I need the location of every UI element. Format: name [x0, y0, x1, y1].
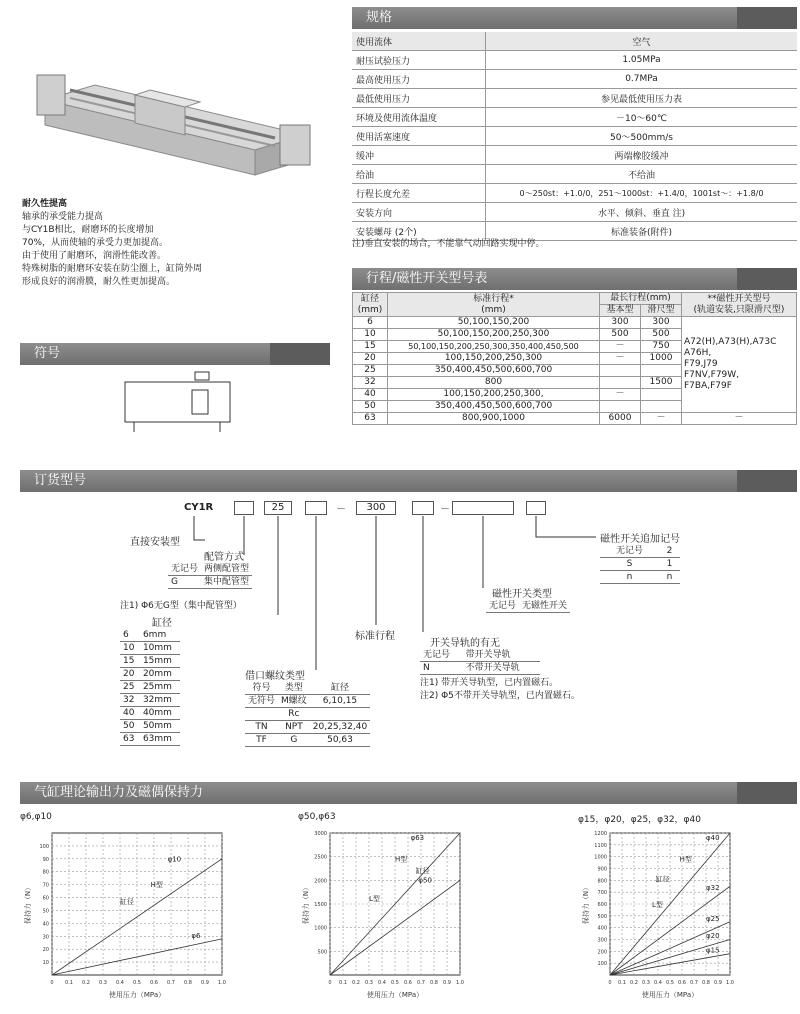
spec-value: 不给油 [486, 165, 798, 184]
stroke-basic: － [600, 341, 641, 353]
switch-type-desc: 无磁性开关 [519, 600, 570, 613]
chart-annotation: 缸径 [415, 866, 430, 875]
chart-annotation: 缸径 [120, 898, 134, 906]
switch-model: A72(H),A73(H),A73C [684, 337, 777, 347]
spec-value: －10～60℃ [486, 108, 798, 127]
thread-type: Rc [278, 708, 310, 721]
piping-code: G [168, 576, 201, 589]
thread-bore: 50,63 [310, 734, 370, 747]
piping-code: 无记号 [168, 563, 201, 576]
piping-title: 配管方式 [204, 552, 244, 563]
stroke-slide: 1500 [641, 377, 682, 389]
stroke-bore: 50 [353, 401, 388, 413]
y-tick-label: 40 [42, 921, 49, 928]
x-tick-label: 0.4 [654, 980, 662, 986]
chart-annotation: φ10 [167, 855, 182, 864]
y-axis-label: 保持力（N） [302, 883, 310, 925]
spec-value: 两端橡胶缓冲 [486, 146, 798, 165]
spec-label: 使用活塞速度 [352, 127, 486, 146]
bore-block [120, 614, 180, 746]
x-tick-label: 0.1 [339, 980, 347, 986]
y-tick-label: 20 [42, 947, 49, 954]
thread-col: 缸径 [310, 682, 370, 695]
thread-bore: 20,25,32,40 [310, 721, 370, 734]
spec-value: 水平、倾斜、垂直 注) [486, 203, 798, 222]
y-tick-label: 1000 [314, 925, 327, 932]
x-tick-label: 0.9 [443, 980, 451, 986]
spec-label: 安装螺母 (2个) [352, 222, 486, 241]
rail-code: 无记号 [420, 649, 463, 662]
thread-code: TF [245, 734, 278, 747]
thread-type: G [278, 734, 310, 747]
col-switch: **磁性开关型号 [707, 293, 771, 304]
stroke-slide: － [641, 413, 682, 425]
x-tick-label: 0.6 [678, 980, 686, 986]
piping-block [168, 548, 252, 589]
rail-title: 开关导轨的有无 [430, 638, 500, 649]
bore-title: 缸径 [152, 618, 172, 629]
spec-label: 缓冲 [352, 146, 486, 165]
spec-value: 0.7MPa [486, 70, 798, 89]
spec-value: 1.05MPa [486, 51, 798, 70]
rail-desc: 带开关导轨 [463, 649, 540, 662]
x-tick-label: 0.6 [150, 980, 158, 986]
stroke-basic: 300 [600, 317, 641, 329]
y-tick-label: 70 [42, 882, 49, 889]
y-tick-label: 30 [42, 934, 49, 941]
chart-annotation: H型 [150, 880, 163, 889]
x-tick-label: 0.9 [201, 980, 209, 986]
stroke-std: 350,400,450,500,600,700 [388, 365, 600, 377]
thread-bore: 6,10,15 [310, 695, 370, 708]
bore-size: 10mm [140, 642, 180, 655]
y-tick-label: 90 [42, 856, 49, 863]
chart-annotation: L型 [369, 895, 380, 904]
x-tick-label: 0.1 [618, 980, 626, 986]
switch-type-title: 磁性开关类型 [492, 589, 552, 600]
piping-note: 注1) Φ6无G型（集中配管型） [120, 601, 242, 611]
x-tick-label: 0.5 [133, 980, 141, 986]
x-tick-label: 1.0 [726, 980, 734, 986]
order-title: 订货型号 [34, 473, 87, 488]
bore-code: 32 [120, 694, 140, 707]
stroke-title: 行程/磁性开关型号表 [366, 271, 488, 286]
y-tick-label: 800 [597, 878, 607, 885]
x-tick-label: 0.5 [391, 980, 399, 986]
feature-line: 与CY1B相比，耐磨环的长度增加 [22, 225, 154, 235]
thread-bore [310, 708, 370, 721]
col-max: 最长行程(mm) [600, 293, 682, 305]
code-bore: 25 [271, 502, 285, 513]
spec-label: 耐压试验压力 [352, 51, 486, 70]
bore-size: 40mm [140, 707, 180, 720]
rail-code: N [420, 662, 463, 675]
stroke-bore: 6 [353, 317, 388, 329]
spec-value: 标准装备(附件) [486, 222, 798, 241]
charts-title: 气缸理论输出力及磁偶保持力 [34, 785, 204, 800]
switch-qty-code: 无记号 [600, 545, 659, 558]
stroke-std: 350,400,450,500,600,700 [388, 401, 600, 413]
switch-qty-code: S [600, 558, 659, 571]
code-stroke: 300 [366, 502, 386, 513]
spec-label: 给油 [352, 165, 486, 184]
spec-value: 参见最低使用压力表 [486, 89, 798, 108]
bore-code: 25 [120, 681, 140, 694]
x-tick-label: 0 [608, 980, 612, 986]
bore-code: 15 [120, 655, 140, 668]
bore-code: 40 [120, 707, 140, 720]
x-tick-label: 0.1 [65, 980, 73, 986]
y-tick-label: 1100 [594, 842, 607, 849]
chart-annotation: φ15 [706, 946, 720, 955]
chart-phi6-10 [20, 825, 230, 1005]
x-tick-label: 0.3 [642, 980, 650, 986]
stroke-std: 100,150,200,250,300 [388, 353, 600, 365]
chart-annotation: 缸径 [655, 875, 670, 884]
rail-note: 注1) 带开关导轨型，已内置磁石。 [420, 678, 559, 688]
stroke-switch-dash: － [682, 413, 797, 425]
chart-annotation: φ40 [706, 834, 720, 843]
feature-line: 轴承的承受能力提高 [22, 212, 104, 222]
rail-block [420, 634, 580, 701]
feature-line: 特殊树脂的耐磨环安装在防尘圈上，缸筒外周 [22, 264, 203, 274]
thread-code [245, 708, 278, 721]
piping-desc: 集中配管型 [201, 576, 252, 589]
spec-label: 最低使用压力 [352, 89, 486, 108]
switch-qty-block [600, 530, 680, 584]
stroke-basic: － [600, 389, 641, 401]
thread-type: M螺纹 [278, 695, 310, 708]
stroke-bore: 10 [353, 329, 388, 341]
switch-qty-num: n [659, 571, 680, 584]
y-tick-label: 100 [39, 843, 49, 850]
spec-label: 安装方向 [352, 203, 486, 222]
bore-size: 50mm [140, 720, 180, 733]
feature-line: 由于使用了耐磨环，润滑性能改善。 [22, 251, 167, 261]
switch-type-code: 无记号 [486, 600, 519, 613]
thread-code: TN [245, 721, 278, 734]
stroke-std: 50,100,150,200 [388, 317, 600, 329]
spec-title: 规格 [366, 10, 393, 25]
x-tick-label: 0 [50, 980, 54, 986]
x-tick-label: 0.2 [352, 980, 360, 986]
spec-value: 50～500mm/s [486, 127, 798, 146]
switch-model: F79,J79 [684, 359, 718, 369]
stroke-std: 50,100,150,200,250,300,350,400,450,500 [388, 341, 600, 353]
y-tick-label: 500 [317, 949, 327, 956]
charts-section-bar [20, 782, 797, 804]
stroke-bore: 40 [353, 389, 388, 401]
x-axis-label: 使用压力（MPa） [108, 991, 166, 999]
x-axis-label: 使用压力（MPa） [366, 991, 424, 999]
x-tick-label: 0.7 [167, 980, 175, 986]
feature-line: 形成良好的润滑膜，耐久性更加提高。 [22, 277, 176, 287]
x-tick-label: 0.9 [714, 980, 722, 986]
stroke-bore: 20 [353, 353, 388, 365]
y-axis-label: 保持力（N） [24, 883, 32, 925]
feature-line: 70%，从而使轴的承受力更加提高。 [22, 238, 169, 248]
y-axis-label: 保持力（N） [582, 883, 590, 925]
switch-model: F7NV,F79W, [684, 370, 740, 380]
stroke-slide: 300 [641, 317, 682, 329]
stroke-std: 50,100,150,200,250,300 [388, 329, 600, 341]
chart-annotation: φ6 [191, 932, 201, 941]
spec-label: 环境及使用流体温度 [352, 108, 486, 127]
bore-size: 15mm [140, 655, 180, 668]
x-tick-label: 0.8 [702, 980, 710, 986]
y-tick-label: 2000 [314, 878, 327, 885]
y-tick-label: 400 [597, 925, 607, 932]
x-tick-label: 1.0 [456, 980, 464, 986]
y-tick-label: 300 [597, 937, 607, 944]
bore-code: 50 [120, 720, 140, 733]
thread-block [245, 667, 370, 747]
spec-note: 注)垂直安装的场合，不能靠气动回路实现中停。 [352, 239, 545, 249]
y-tick-label: 3000 [314, 831, 327, 837]
switch-qty-title: 磁性开关追加记号 [600, 534, 680, 545]
y-tick-label: 2500 [314, 854, 327, 861]
spec-value: 0～250st：+1.0/0，251～1000st：+1.4/0，1001st～：+1.8/0 [486, 184, 798, 203]
std-stroke-label: 标准行程 [355, 631, 395, 642]
switch-qty-num: 1 [659, 558, 680, 571]
stroke-slide: 1000 [641, 353, 682, 365]
direct-mount-label: 直接安装型 [130, 537, 180, 548]
x-tick-label: 0.4 [116, 980, 124, 986]
bore-size: 20mm [140, 668, 180, 681]
y-tick-label: 100 [597, 961, 607, 968]
features-title: 耐久性提高 [22, 199, 68, 209]
y-tick-label: 600 [597, 902, 607, 908]
x-tick-label: 0.2 [630, 980, 638, 986]
chart-annotation: φ63 [410, 834, 425, 843]
stroke-basic: 500 [600, 329, 641, 341]
stroke-bore: 25 [353, 365, 388, 377]
bore-code: 20 [120, 668, 140, 681]
chart-annotation: φ25 [706, 915, 720, 924]
chart-title: φ6,φ10 [20, 812, 52, 822]
col-std: 标准行程* [473, 293, 514, 304]
stroke-std: 100,150,200,250,300, [388, 389, 600, 401]
stroke-std: 800 [388, 377, 600, 389]
piping-desc: 两侧配管型 [201, 563, 252, 576]
code-dash: － [336, 504, 346, 515]
stroke-bore: 63 [353, 413, 388, 425]
col-bore-unit: (mm) [357, 304, 383, 315]
col-basic: 基本型 [600, 305, 641, 317]
symbol-title: 符号 [34, 346, 61, 361]
switch-type-block [486, 585, 570, 613]
y-tick-label: 80 [42, 869, 49, 876]
x-tick-label: 0.2 [82, 980, 90, 986]
thread-code: 无符号 [245, 695, 278, 708]
chart-annotation: H型 [679, 855, 692, 864]
x-tick-label: 0 [328, 980, 332, 986]
bore-size: 25mm [140, 681, 180, 694]
y-tick-label: 900 [597, 866, 607, 873]
chart-annotation: L型 [652, 900, 663, 909]
col-slide: 滑尺型 [641, 305, 682, 317]
x-tick-label: 0.4 [378, 980, 386, 986]
bore-code: 6 [120, 629, 140, 642]
chart-title: φ15，φ20，φ25，φ32，φ40 [578, 815, 701, 825]
spec-value: 空气 [486, 32, 798, 51]
chart-annotation: H型 [395, 855, 408, 864]
chart-annotation: φ32 [706, 883, 720, 892]
chart-phi50-63 [298, 825, 468, 1005]
code-dash-2: － [440, 504, 450, 515]
x-tick-label: 1.0 [218, 980, 226, 986]
x-tick-label: 0.7 [690, 980, 698, 986]
chart-annotation: φ50 [418, 876, 432, 885]
bore-code: 10 [120, 642, 140, 655]
bore-size: 63mm [140, 733, 180, 746]
stroke-basic: － [600, 353, 641, 365]
stroke-bore: 15 [353, 341, 388, 353]
col-switch-2: (轨道安装,只限滑尺型) [693, 304, 785, 315]
x-tick-label: 0.8 [430, 980, 438, 986]
bore-size: 32mm [140, 694, 180, 707]
x-tick-label: 0.3 [365, 980, 373, 986]
col-std-unit: (mm) [481, 304, 506, 315]
switch-model: A76H, [684, 348, 712, 358]
y-tick-label: 500 [597, 913, 607, 920]
chart-annotation: φ20 [706, 932, 720, 941]
stroke-bore: 32 [353, 377, 388, 389]
switch-model: F7BA,F79F [684, 381, 732, 391]
bore-code: 63 [120, 733, 140, 746]
thread-col: 符号 [245, 682, 278, 695]
rail-desc: 不带开关导轨 [463, 662, 540, 675]
x-tick-label: 0.3 [99, 980, 107, 986]
chart-phi15-40 [578, 825, 738, 1005]
rail-note: 注2) Φ5不带开关导轨型，已内置磁石。 [420, 691, 580, 701]
x-tick-label: 0.8 [184, 980, 192, 986]
thread-type: NPT [278, 721, 310, 734]
y-tick-label: 1500 [314, 902, 327, 908]
stroke-slide: 500 [641, 329, 682, 341]
y-tick-label: 700 [597, 890, 607, 897]
stroke-basic: 6000 [600, 413, 641, 425]
col-bore: 缸径 [360, 293, 379, 304]
spec-label: 最高使用压力 [352, 70, 486, 89]
y-tick-label: 1000 [594, 854, 607, 861]
spec-label: 行程长度允差 [352, 184, 486, 203]
y-tick-label: 10 [42, 960, 49, 967]
stroke-slide: 750 [641, 341, 682, 353]
x-tick-label: 0.6 [404, 980, 412, 986]
switch-qty-num: 2 [659, 545, 680, 558]
code-series: CY1R [184, 502, 214, 513]
x-tick-label: 0.7 [417, 980, 425, 986]
x-tick-label: 0.5 [666, 980, 674, 986]
switch-qty-code: n [600, 571, 659, 584]
x-axis-label: 使用压力（MPa） [641, 991, 699, 999]
spec-label: 使用流体 [352, 32, 486, 51]
y-tick-label: 60 [42, 895, 49, 902]
y-tick-label: 50 [42, 908, 49, 915]
thread-title: 借口螺纹类型 [245, 671, 305, 682]
bore-size: 6mm [140, 629, 180, 642]
stroke-std: 800,900,1000 [388, 413, 600, 425]
y-tick-label: 200 [597, 949, 607, 956]
chart-title: φ50,φ63 [298, 812, 336, 822]
y-tick-label: 1200 [594, 831, 607, 837]
thread-col: 类型 [278, 682, 310, 695]
